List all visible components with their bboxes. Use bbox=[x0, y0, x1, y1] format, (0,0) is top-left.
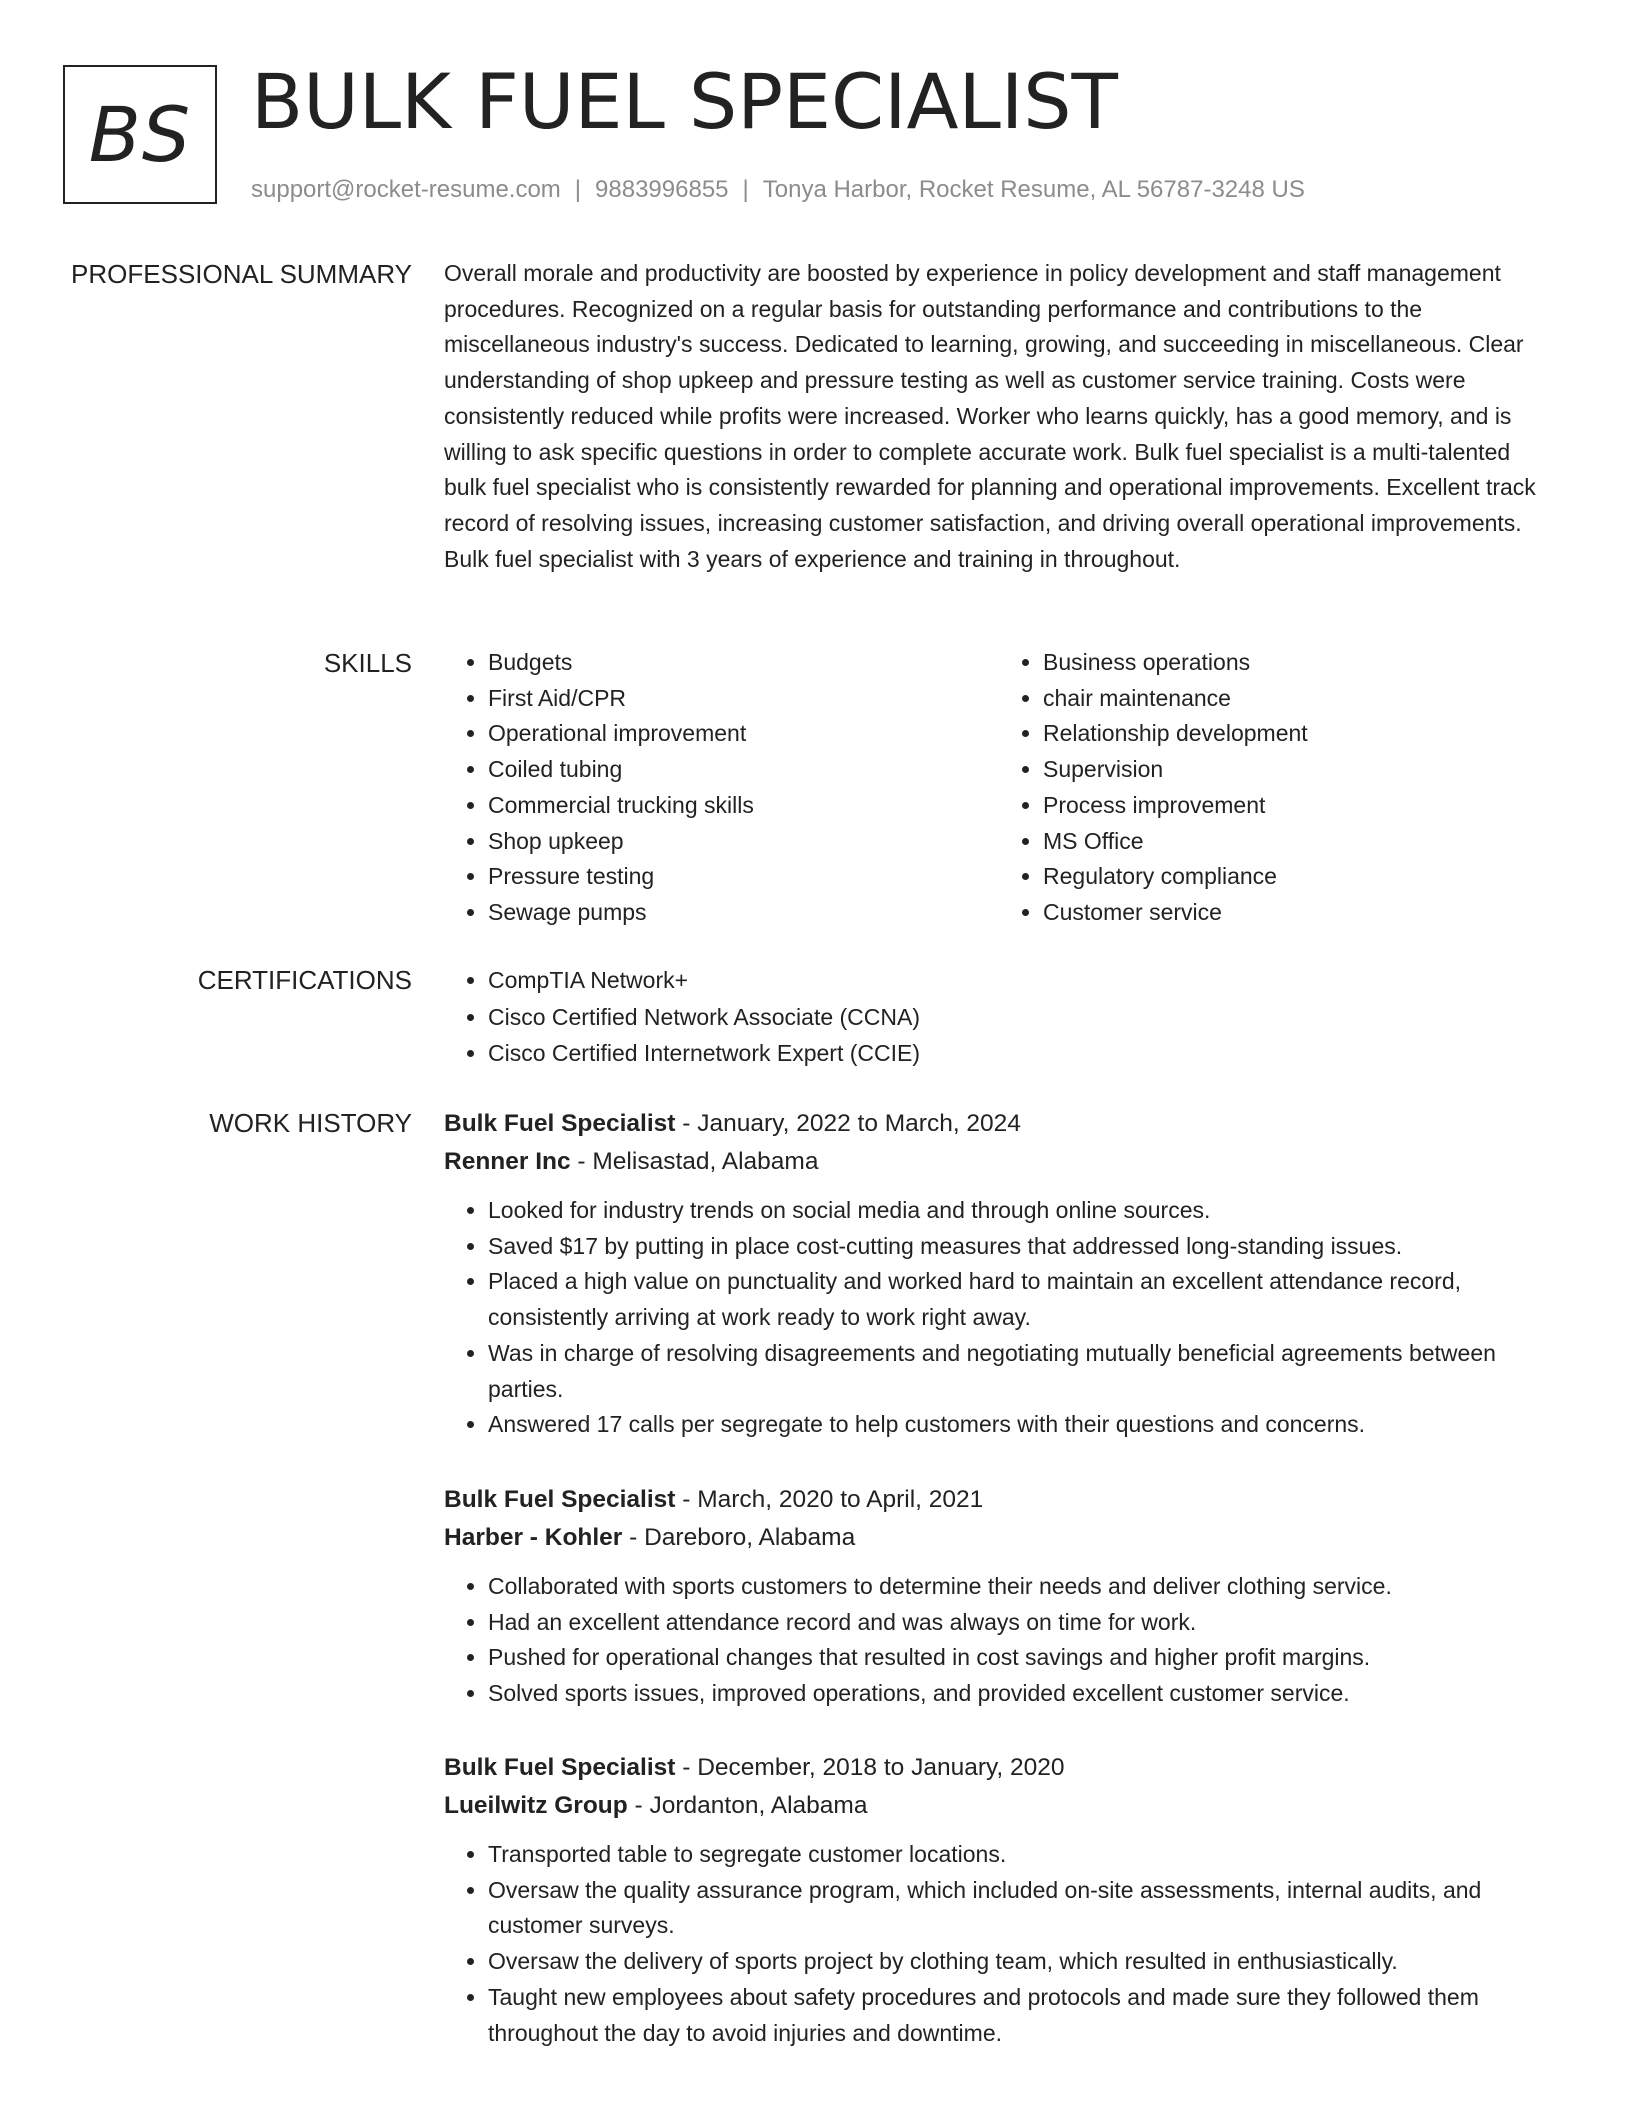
job-dates: - March, 2020 to April, 2021 bbox=[675, 1486, 984, 1513]
list-item: • Oversaw the delivery of sports project by clothing team, which resulted in enthusiastically. bbox=[488, 1944, 1554, 1980]
list-item: • Budgets bbox=[488, 645, 999, 681]
contact-address: Tonya Harbor, Rocket Resume, AL 56787-3248 US bbox=[762, 176, 1305, 203]
summary-text: Overall morale and productivity are boosted by experience in policy development and staff management procedures. Recognized on a regular basis for outstanding performance and contributions to the miscellaneous industry's success. Dedicated to learning, growing, and succeeding in miscellaneous. Clear understanding of shop upkeep and pressure testing as well as customer service training. Costs were consistently reduced while profits were increased. Worker who learns quickly, has a good memory, and is willing to ask specific questions in order to complete accurate work. Bulk fuel specialist is a multi-talented bulk fuel specialist who is consistently rewarded for planning and operational improvements. Excellent track record of resolving issues, increasing customer satisfaction, and driving overall operational improvements. Bulk fuel specialist with 3 years of experience and training in throughout. bbox=[444, 260, 1536, 572]
job-title-line bbox=[444, 1481, 1554, 1519]
list-item: • Shop upkeep bbox=[488, 824, 999, 860]
list-item: • Placed a high value on punctuality and worked hard to maintain an excellent attendance record, consistently arriving at work ready to work right away. bbox=[488, 1264, 1554, 1335]
list-item: • Had an excellent attendance record and was always on time for work. bbox=[488, 1605, 1554, 1641]
list-item: • Commercial trucking skills bbox=[488, 788, 999, 824]
summary-body bbox=[444, 256, 1554, 577]
job-bullets bbox=[444, 1193, 1554, 1443]
list-item: • Solved sports issues, improved operations, and provided excellent customer service. bbox=[488, 1676, 1554, 1712]
list-item: • chair maintenance bbox=[1043, 681, 1554, 717]
job-company-line bbox=[444, 1787, 1554, 1825]
section-title-skills: SKILLS bbox=[323, 648, 412, 678]
list-item: • Process improvement bbox=[1043, 788, 1554, 824]
list-item: • Answered 17 calls per segregate to help customers with their questions and concerns. bbox=[488, 1407, 1554, 1443]
job-role: Bulk Fuel Specialist bbox=[444, 1110, 676, 1137]
section-title-work-history: WORK HISTORY bbox=[209, 1108, 412, 1138]
skills-list-right bbox=[999, 645, 1554, 931]
list-item: • Collaborated with sports customers to determine their needs and deliver clothing service. bbox=[488, 1569, 1554, 1605]
certifications-body bbox=[444, 962, 1554, 1072]
list-item: • First Aid/CPR bbox=[488, 681, 999, 717]
section-title-summary: PROFESSIONAL SUMMARY bbox=[71, 259, 412, 289]
contact-line bbox=[251, 170, 1305, 210]
section-title-certifications: CERTIFICATIONS bbox=[197, 965, 412, 995]
list-item: • Saved $17 by putting in place cost-cutting measures that addressed long-standing issues. bbox=[488, 1229, 1554, 1265]
job-entry bbox=[444, 1481, 1554, 1712]
contact-phone: 9883996855 bbox=[595, 176, 729, 203]
job-role: Bulk Fuel Specialist bbox=[444, 1486, 676, 1513]
job-entry bbox=[444, 1105, 1554, 1443]
job-location: - Melisastad, Alabama bbox=[570, 1148, 819, 1175]
monogram-box bbox=[63, 65, 217, 204]
job-title-line bbox=[444, 1105, 1554, 1143]
list-item: • Sewage pumps bbox=[488, 895, 999, 931]
list-item: • Oversaw the quality assurance program, which included on-site assessments, internal audits, and customer surveys. bbox=[488, 1873, 1554, 1944]
list-item: • Pressure testing bbox=[488, 859, 999, 895]
list-item: • Looked for industry trends on social media and through online sources. bbox=[488, 1193, 1554, 1229]
job-dates: - January, 2022 to March, 2024 bbox=[675, 1110, 1021, 1137]
job-company-line bbox=[444, 1519, 1554, 1557]
list-item: • Pushed for operational changes that resulted in cost savings and higher profit margins. bbox=[488, 1640, 1554, 1676]
list-item: • Customer service bbox=[1043, 895, 1554, 931]
contact-email: support@rocket-resume.com bbox=[251, 176, 561, 203]
contact-separator: | bbox=[574, 176, 582, 203]
list-item: • CompTIA Network+ bbox=[488, 962, 1554, 999]
page-title: BULK FUEL SPECIALIST bbox=[251, 57, 1118, 146]
list-item: • Taught new employees about safety procedures and protocols and made sure they followed them throughout the day to avoid injuries and downtime. bbox=[488, 1980, 1554, 2051]
list-item: • Relationship development bbox=[1043, 716, 1554, 752]
job-bullets bbox=[444, 1837, 1554, 2051]
list-item: • Regulatory compliance bbox=[1043, 859, 1554, 895]
contact-separator: | bbox=[742, 176, 749, 203]
list-item: • Cisco Certified Internetwork Expert (CCIE) bbox=[488, 1035, 1554, 1072]
job-title-line bbox=[444, 1749, 1554, 1787]
list-item: • Supervision bbox=[1043, 752, 1554, 788]
job-company-line bbox=[444, 1143, 1554, 1181]
skills-grid bbox=[444, 645, 1554, 931]
job-role: Bulk Fuel Specialist bbox=[444, 1754, 676, 1781]
list-item: • MS Office bbox=[1043, 824, 1554, 860]
job-company: Harber - Kohler bbox=[444, 1524, 623, 1551]
list-item: • Was in charge of resolving disagreements and negotiating mutually beneficial agreements between parties. bbox=[488, 1336, 1554, 1407]
list-item: • Cisco Certified Network Associate (CCNA) bbox=[488, 999, 1554, 1036]
certifications-list bbox=[444, 962, 1554, 1072]
list-item: • Transported table to segregate customer locations. bbox=[488, 1837, 1554, 1873]
list-item: • Coiled tubing bbox=[488, 752, 999, 788]
skills-list-left bbox=[444, 645, 999, 931]
job-company: Renner Inc bbox=[444, 1148, 571, 1175]
list-item: • Operational improvement bbox=[488, 716, 999, 752]
list-item: • Business operations bbox=[1043, 645, 1554, 681]
monogram-initials: BS bbox=[88, 90, 192, 179]
job-entry bbox=[444, 1749, 1554, 2051]
job-location: - Jordanton, Alabama bbox=[627, 1792, 868, 1819]
job-location: - Dareboro, Alabama bbox=[622, 1524, 856, 1551]
skills-body bbox=[444, 645, 1554, 931]
job-company: Lueilwitz Group bbox=[444, 1792, 628, 1819]
job-bullets bbox=[444, 1569, 1554, 1712]
job-dates: - December, 2018 to January, 2020 bbox=[675, 1754, 1065, 1781]
